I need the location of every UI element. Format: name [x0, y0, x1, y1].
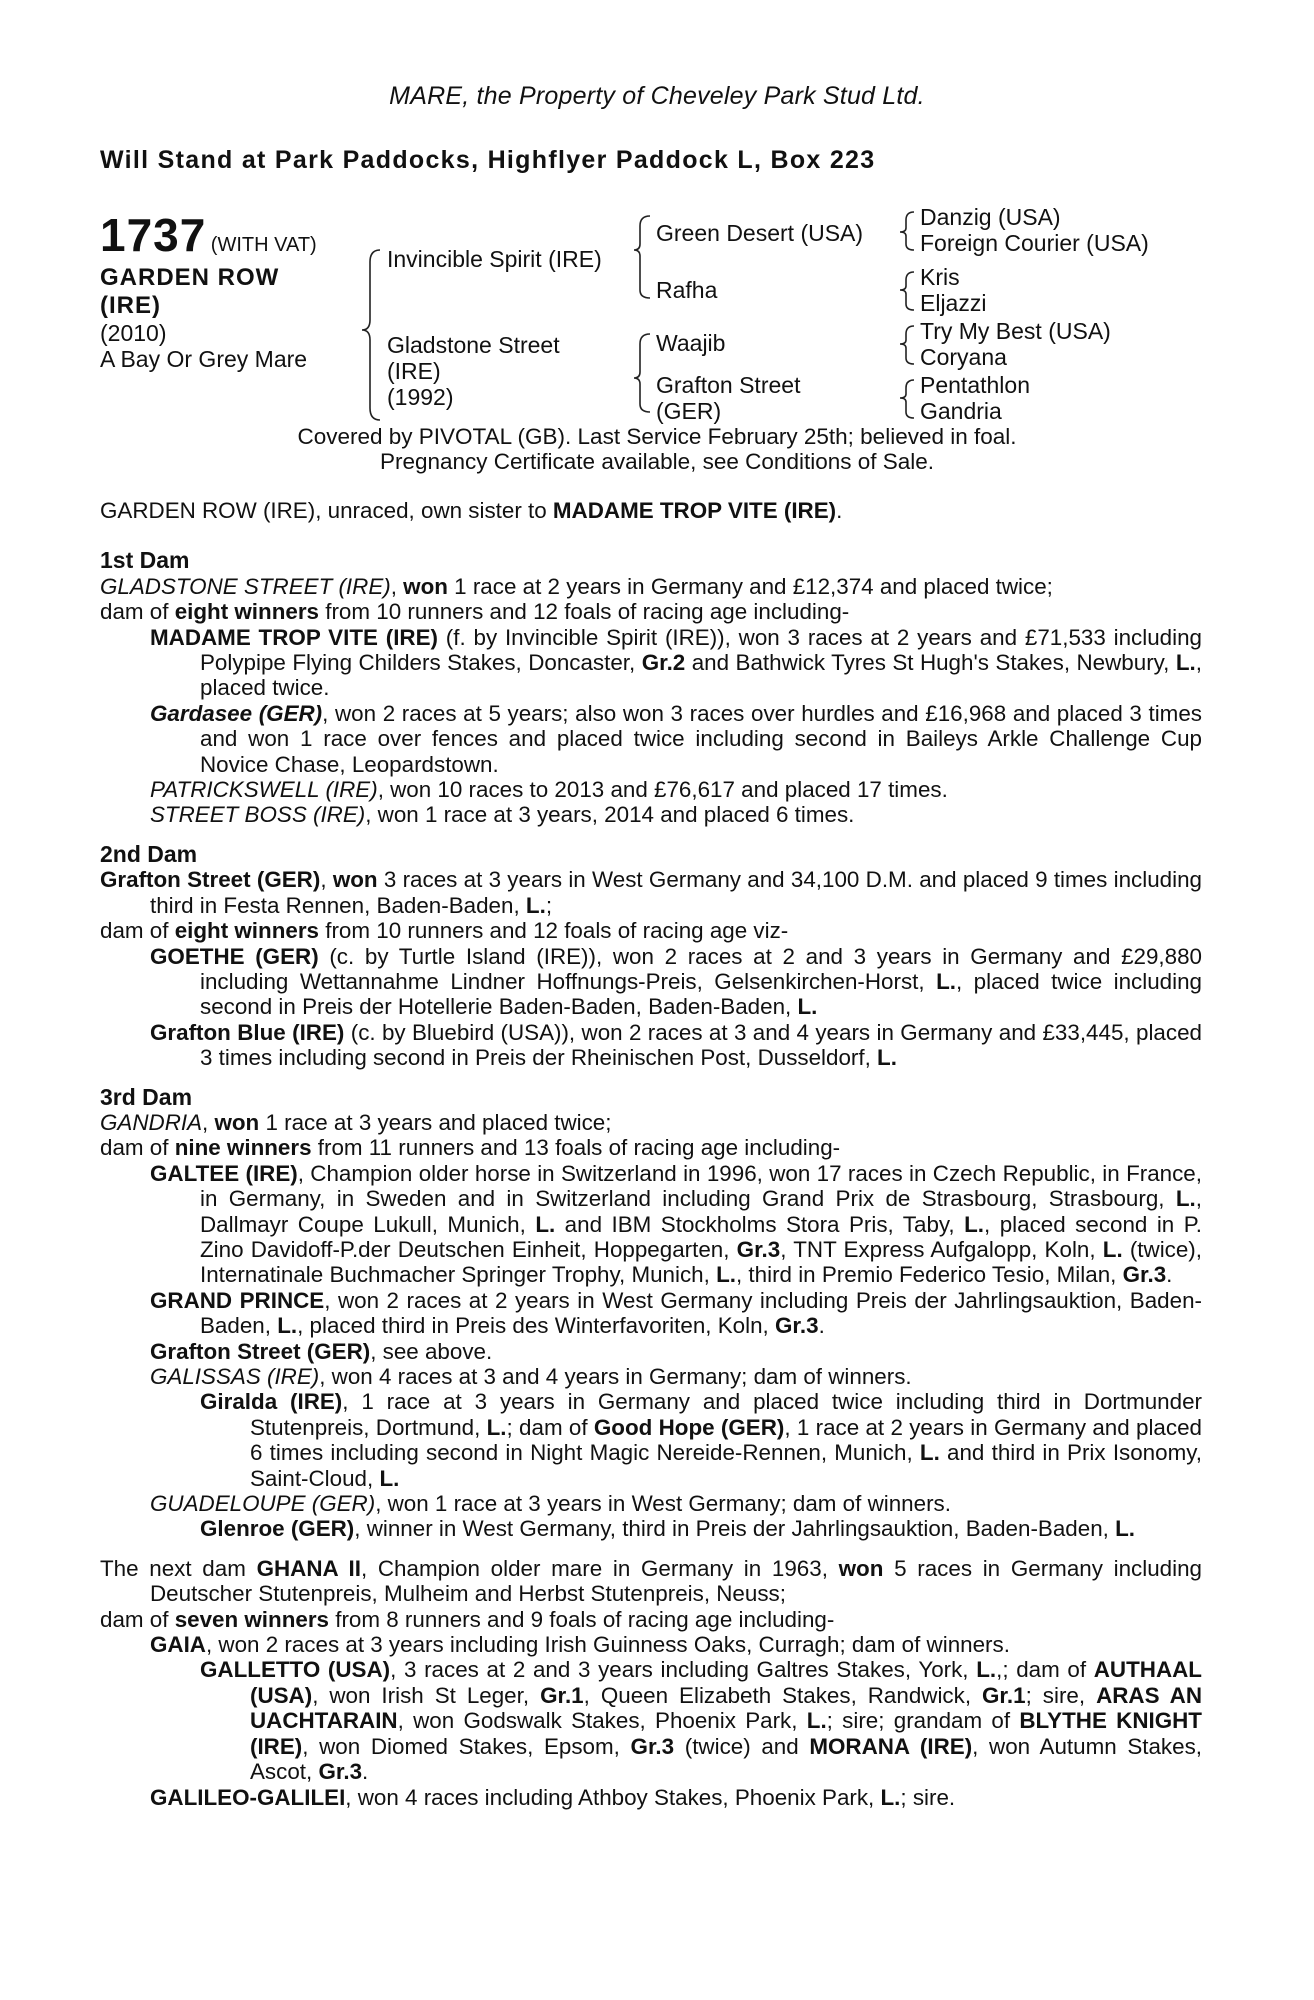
next-dam-progeny: GALILEO-GALILEI, won 4 races including Athboy Stakes, Phoenix Park, L.; sire.: [150, 1784, 956, 1810]
pedigree-sire-dam: Rafha: [656, 277, 718, 303]
next-dam-grand-progeny: GALLETTO (USA), 3 races at 2 and 3 years including Galtres Stakes, York, L.,; dam of AUTHAAL (USA), won Irish St Leger, Gr.1, Queen Elizabeth Stakes, Randwick, Gr.1; sire, ARAS AN UACHTARAIN, won Godswalk Stakes, Phoenix Park, L.; sire; grandam of BLYTHE KNIGHT (IRE), won Diomed Stakes, Epsom, Gr.3 (twice) and MORANA (IRE), won Autumn Stakes, Ascot, Gr.3.: [200, 1657, 1203, 1785]
pedigree-dam-line1: Gladstone Street: [387, 332, 560, 358]
first-dam-progeny: Gardasee (GER), won 2 races at 5 years; also won 3 races over hurdles and £16,968 and placed 3 times and won 1 race over fences and placed twice including second in Baileys Arkle Challenge Cup Novice Chase, Leopardstown.: [150, 700, 1202, 777]
lot-description: A Bay Or Grey Mare: [100, 346, 308, 372]
brace-main: [362, 250, 380, 420]
brace-sire: [634, 216, 650, 298]
lot-name-line2: (IRE): [100, 292, 161, 319]
next-dam-progeny: GAIA, won 2 races at 3 years including Irish Guinness Oaks, Curragh; dam of winners.: [150, 1632, 1010, 1658]
pedigree-dam-dam-line1: Grafton Street: [656, 372, 801, 398]
third-dam-heading: 3rd Dam: [100, 1083, 193, 1110]
pedigree-ggp: Coryana: [920, 344, 1007, 370]
pedigree-dam-line2: (IRE): [387, 358, 441, 384]
pedigree-ggp: Gandria: [920, 398, 1002, 424]
brace-ggp-1: [900, 212, 914, 250]
stand-heading: Will Stand at Park Paddocks, Highflyer Paddock L, Box 223: [100, 146, 876, 174]
first-dam-produce: dam of eight winners from 10 runners and 12 foals of racing age including-: [100, 599, 850, 625]
first-dam-summary: GLADSTONE STREET (IRE), won 1 race at 2 years in Germany and £12,374 and placed twice;: [100, 573, 1053, 599]
third-dam-progeny: GALISSAS (IRE), won 4 races at 3 and 4 years in Germany; dam of winners.: [150, 1364, 912, 1389]
pedigree-ggp: Kris: [920, 264, 960, 290]
third-dam-progeny: Grafton Street (GER), see above.: [150, 1338, 493, 1364]
third-dam-progeny: GRAND PRINCE, won 2 races at 2 years in West Germany including Preis der Jahrlingsauktion, Baden-Baden, L., placed third in Preis des Winterfavoriten, Koln, Gr.3.: [150, 1287, 1202, 1339]
intro-paragraph: GARDEN ROW (IRE), unraced, own sister to MADAME TROP VITE (IRE).: [100, 498, 843, 523]
brace-ggp-4: [900, 380, 914, 418]
third-dam-grand-progeny: Giralda (IRE), 1 race at 3 years in Germany and placed twice including third in Dortmunder Stutenpreis, Dortmund, L.; dam of Good Hope (GER), 1 race at 2 years in Germany and placed 6 times including second in Night Magic Nereide-Rennen, Munich, L. and third in Prix Isonomy, Saint-Cloud, L.: [200, 1389, 1202, 1491]
cover-line-1: Covered by PIVOTAL (GB). Last Service February 25th; believed in foal.: [297, 424, 1017, 449]
third-dam-progeny: GALTEE (IRE), Champion older horse in Switzerland in 1996, won 17 races in Czech Republic, in France, in Germany, in Sweden and in Switzerland including Grand Prix de Strasbourg, Strasbourg, L., Dallmayr Coupe Lukull, Munich, L. and IBM Stockholms Stora Pris, Taby, L., placed second in P. Zino Davidoff-P.der Deutschen Einheit, Hoppegarten, Gr.3, TNT Express Aufgalopp, Koln, L. (twice), Internatinale Buchmacher Springer Trophy, Munich, L., third in Premio Federico Tesio, Milan, Gr.3.: [150, 1160, 1202, 1288]
lot-vat: (WITH VAT): [210, 234, 317, 256]
pedigree-sire-sire: Green Desert (USA): [656, 220, 864, 246]
second-dam-produce: dam of eight winners from 10 runners and 12 foals of racing age viz-: [100, 918, 789, 944]
pedigree-dam-line3: (1992): [387, 384, 454, 410]
pedigree-ggp: Danzig (USA): [920, 204, 1061, 230]
pedigree-sire: Invincible Spirit (IRE): [387, 246, 602, 272]
cover-line-2: Pregnancy Certificate available, see Conditions of Sale.: [379, 449, 935, 474]
third-dam-grand-progeny: Glenroe (GER), winner in West Germany, third in Preis der Jahrlingsauktion, Baden-Baden, L.: [200, 1516, 1135, 1542]
property-heading: MARE, the Property of Cheveley Park Stud Ltd.: [389, 82, 925, 110]
third-dam-summary: GANDRIA, won 1 race at 3 years and placed twice;: [100, 1109, 612, 1135]
second-dam-progeny: Grafton Blue (IRE) (c. by Bluebird (USA)), won 2 races at 3 and 4 years in Germany and £33,445, placed 3 times including second in Preis der Rheinischen Post, Dusseldorf, L.: [150, 1019, 1202, 1071]
second-dam-progeny: GOETHE (GER) (c. by Turtle Island (IRE)), won 2 races at 2 and 3 years in Germany and £29,880 including Wettannahme Lindner Hoffnungs-Preis, Gelsenkirchen-Horst, L., placed twice including second in Preis der Hotellerie Baden-Baden, Baden-Baden, L.: [150, 943, 1203, 1020]
first-dam-progeny: PATRICKSWELL (IRE), won 10 races to 2013 and £76,617 and placed 17 times.: [150, 777, 948, 803]
lot-name-line1: GARDEN ROW: [100, 264, 280, 291]
second-dam-summary: Grafton Street (GER), won 3 races at 3 years in West Germany and 34,100 D.M. and placed 9 times including third in Festa Rennen, Baden-Baden, L.;: [100, 867, 1202, 918]
pedigree-ggp: Pentathlon: [920, 372, 1030, 398]
next-dam-produce: dam of seven winners from 8 runners and 9 foals of racing age including-: [100, 1606, 835, 1632]
next-dam-summary: The next dam GHANA II, Champion older mare in Germany in 1963, won 5 races in Germany including Deutscher Stutenpreis, Mulheim and Herbst Stutenpreis, Neuss;: [100, 1555, 1202, 1607]
pedigree-dam-sire: Waajib: [656, 330, 726, 356]
brace-dam: [634, 334, 650, 412]
lot-number: 1737: [100, 209, 207, 261]
first-dam-progeny: MADAME TROP VITE (IRE) (f. by Invincible Spirit (IRE)), won 3 races at 2 years and £71,533 including Polypipe Flying Childers Stakes, Doncaster, Gr.2 and Bathwick Tyres St Hugh's Stakes, Newbury, L., placed twice.: [150, 624, 1202, 701]
lot-year: (2010): [100, 320, 167, 346]
pedigree-ggp: Try My Best (USA): [920, 318, 1111, 344]
pedigree-ggp: Eljazzi: [920, 290, 987, 316]
brace-ggp-3: [900, 326, 914, 364]
pedigree-body: [100, 498, 1202, 1810]
third-dam-produce: dam of nine winners from 11 runners and 13 foals of racing age including-: [100, 1135, 841, 1161]
second-dam-heading: 2nd Dam: [100, 840, 198, 867]
pedigree-ggp: Foreign Courier (USA): [920, 230, 1149, 256]
brace-ggp-2: [900, 272, 914, 310]
third-dam-progeny: GUADELOUPE (GER), won 1 race at 3 years in West Germany; dam of winners.: [150, 1491, 951, 1517]
first-dam-heading: 1st Dam: [100, 547, 190, 574]
first-dam-progeny: STREET BOSS (IRE), won 1 race at 3 years, 2014 and placed 6 times.: [150, 802, 855, 828]
pedigree-dam-dam-line2: (GER): [656, 398, 722, 424]
